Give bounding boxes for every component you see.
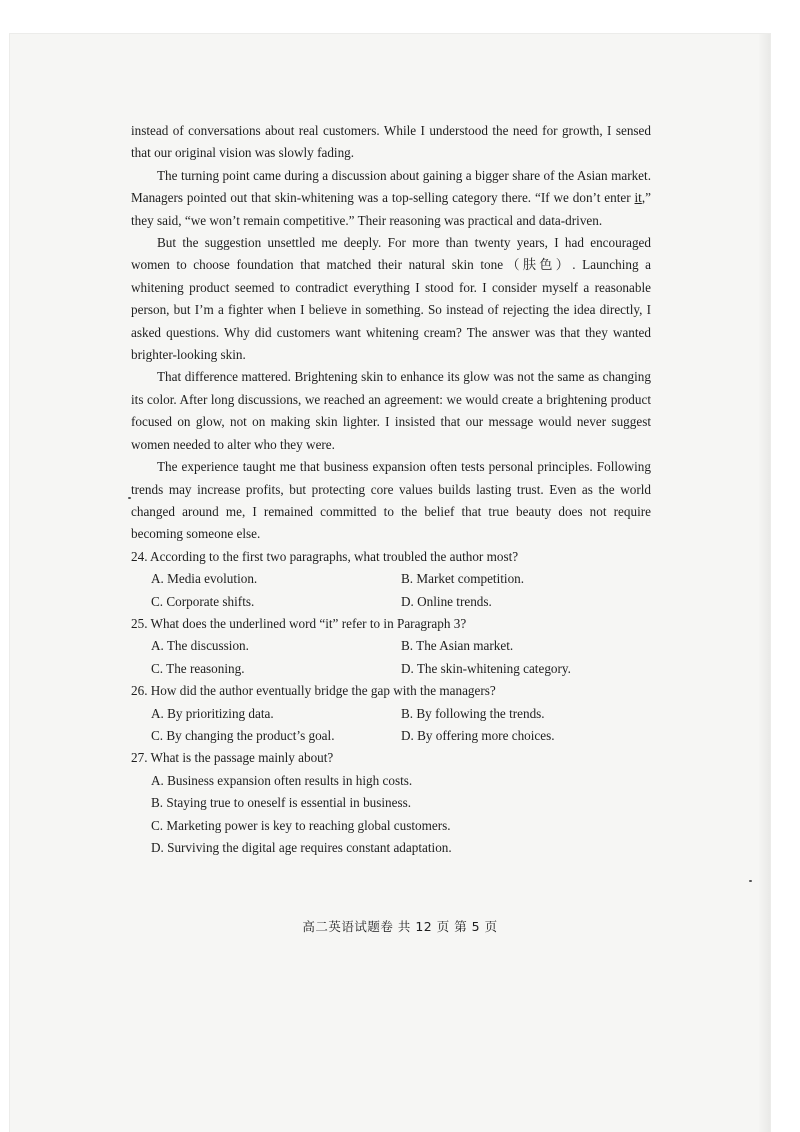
- question-24-options: [131, 568, 651, 613]
- q26-option-c: C. By changing the product’s goal.: [151, 727, 335, 743]
- paragraph-2-text-end: ,” they said, “we won’t remain competitive.” Their reasoning was practical and data-driven.: [131, 190, 651, 228]
- q24-option-d: D. Online trends.: [401, 593, 492, 609]
- passage-paragraph-4: That difference mattered. Brightening skin to enhance its glow was not the same as changing its color. After long discussions, we reached an agreement: we would create a brightening product focused on glow, not on making skin lighter. I insisted that our message would never suggest women needed to alter who they were.: [131, 369, 651, 452]
- underlined-word-it: it: [634, 190, 642, 206]
- q27-option-c: C. Marketing power is key to reaching global customers.: [151, 817, 451, 833]
- paragraph-2-text-start: The turning point came during a discussion about gaining a bigger share of the Asian market. Managers pointed out that skin-whitening was a top-selling category there. “If we don’t enter: [131, 167, 651, 206]
- question-24-stem: 24. According to the first two paragraphs, what troubled the author most?: [131, 548, 519, 564]
- question-27-stem: 27. What is the passage mainly about?: [131, 750, 334, 766]
- question-25-options: [131, 635, 651, 680]
- passage-paragraph-5: The experience taught me that business expansion often tests personal principles. Following trends may increase profits, but protecting core values builds lasting trust. Even as the world changed around me, I remained committed to the belief that true beauty does not require becoming someone else.: [131, 459, 651, 542]
- q25-option-b: B. The Asian market.: [401, 638, 514, 654]
- q24-option-a: A. Media evolution.: [151, 571, 258, 587]
- q24-option-c: C. Corporate shifts.: [151, 593, 255, 609]
- q26-option-d: D. By offering more choices.: [401, 727, 555, 743]
- q27-option-d: D. Surviving the digital age requires constant adaptation.: [151, 840, 452, 855]
- q27-option-a: A. Business expansion often results in high costs.: [151, 772, 413, 788]
- paper-edge-shadow: [758, 34, 770, 1132]
- q25-option-c: C. The reasoning.: [151, 660, 245, 676]
- question-27-options: [131, 770, 651, 860]
- q25-option-a: A. The discussion.: [151, 638, 249, 654]
- q27-option-b: B. Staying true to oneself is essential in business.: [151, 795, 412, 811]
- page-footer: 高二英语试题卷 共 12 页 第 5 页: [302, 919, 498, 934]
- question-26-stem: 26. How did the author eventually bridge the gap with the managers?: [131, 683, 496, 699]
- question-26-options: [131, 703, 651, 748]
- question-25-stem: 25. What does the underlined word “it” refer to in Paragraph 3?: [131, 615, 467, 631]
- scan-speck: [128, 497, 131, 499]
- exam-content: [131, 120, 651, 859]
- q26-option-a: A. By prioritizing data.: [151, 705, 274, 721]
- q26-option-b: B. By following the trends.: [401, 705, 545, 721]
- passage-paragraph-1: instead of conversations about real customers. While I understood the need for growth, I sensed that our original vision was slowly fading.: [131, 123, 651, 161]
- passage-paragraph-2: [131, 165, 651, 232]
- passage-paragraph-3: But the suggestion unsettled me deeply. For more than twenty years, I had encouraged women to choose foundation that matched their natural skin tone（肤色）. Launching a whitening product seemed to contradict everything I stood for. I consider myself a reasonable person, but I’m a fighter when I believe in something. So instead of rejecting the idea directly, I asked questions. Why did customers want whitening cream? The answer was that they wanted brighter-looking skin.: [131, 235, 651, 363]
- scan-speck: [749, 880, 752, 882]
- q25-option-d: D. The skin-whitening category.: [401, 660, 571, 676]
- q24-option-b: B. Market competition.: [401, 571, 525, 587]
